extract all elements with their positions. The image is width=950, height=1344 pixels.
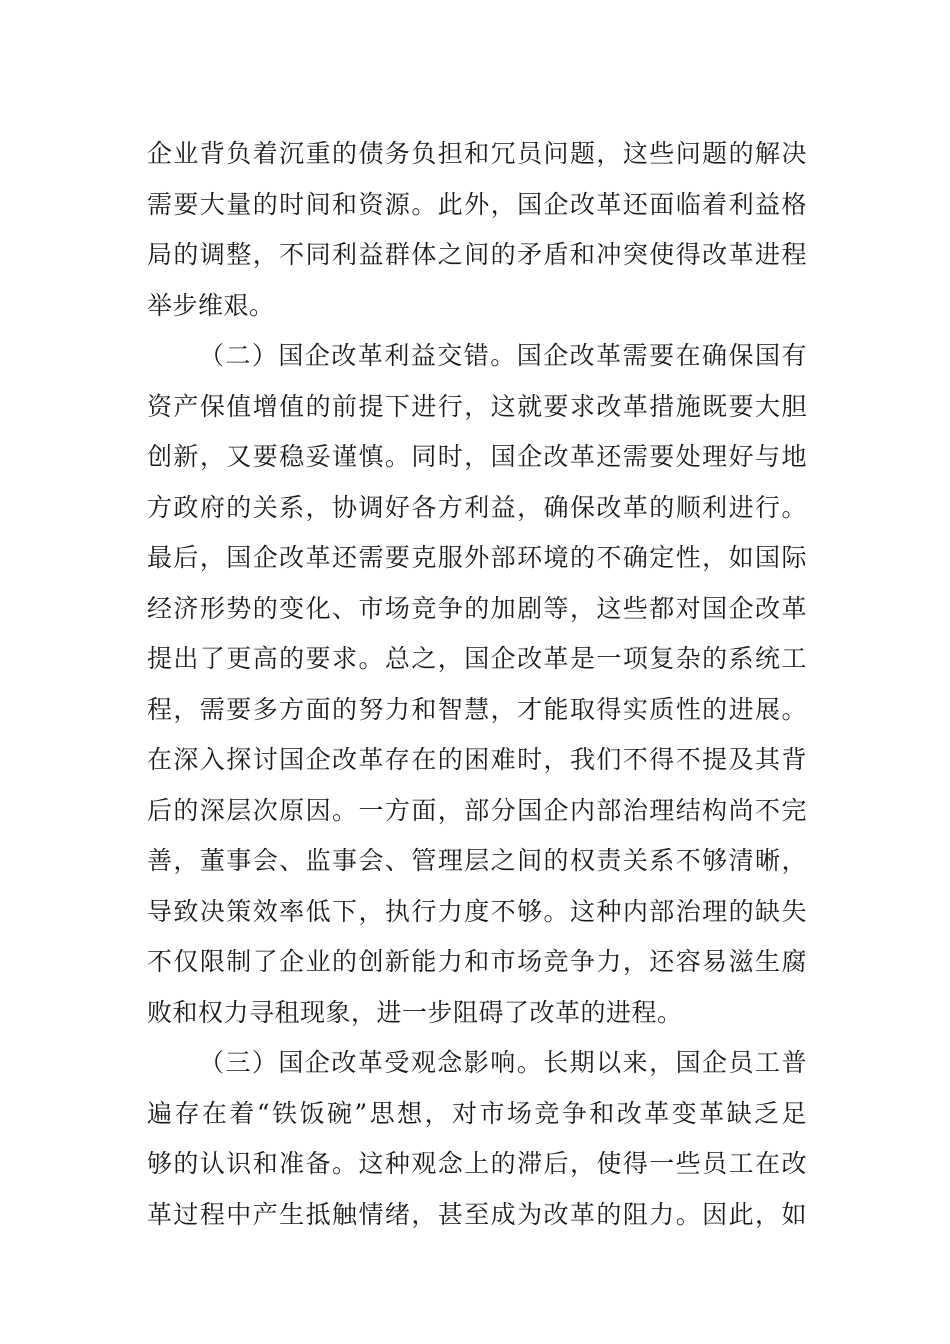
section-heading-line: （二）国企改革利益交错。国企改革需要在确保国有 [199,341,807,370]
text-line: 举步维艰。 [147,290,275,320]
text-line: 企业背负着沉重的债务负担和冗员问题，这些问题的解决 [147,139,807,168]
body-text [147,129,807,1240]
text-line: 需要大量的时间和资源。此外，国企改革还面临着利益格 [147,189,807,219]
text-line: 革过程中产生抵触情绪，甚至成为改革的阻力。因此，如 [147,1199,807,1229]
text-line: 够的认识和准备。这种观念上的滞后，使得一些员工在改 [147,1149,807,1178]
text-line: 资产保值增值的前提下进行，这就要求改革措施既要大胆 [147,391,807,421]
text-line: 在深入探讨国企改革存在的困难时，我们不得不提及其背 [147,745,807,774]
text-line: 最后，国企改革还需要克服外部环境的不确定性，如国际 [147,543,807,572]
text-line: 程，需要多方面的努力和智慧，才能取得实质性的进展。 [147,694,807,724]
text-line: 遍存在着“铁饭碗”思想，对市场竞争和改革变革缺乏足 [147,1098,807,1128]
text-line: 善，董事会、监事会、管理层之间的权责关系不够清晰， [147,846,807,875]
text-line: 败和权力寻租现象，进一步阻碍了改革的进程。 [147,997,683,1027]
text-line: 局的调整，不同利益群体之间的矛盾和冲突使得改革进程 [147,240,807,269]
text-line: 后的深层次原因。一方面，部分国企内部治理结构尚不完 [147,795,807,825]
text-line: 创新，又要稳妥谨慎。同时，国企改革还需要处理好与地 [147,442,807,471]
text-line: 方政府的关系，协调好各方利益，确保改革的顺利进行。 [147,492,807,522]
text-line: 提出了更高的要求。总之，国企改革是一项复杂的系统工 [147,644,807,673]
section-heading-line: （三）国企改革受观念影响。长期以来，国企员工普 [199,1048,807,1077]
text-line: 不仅限制了企业的创新能力和市场竞争力，还容易滋生腐 [147,947,807,976]
text-line: 经济形势的变化、市场竞争的加剧等，这些都对国企改革 [147,593,807,623]
text-line: 导致决策效率低下，执行力度不够。这种内部治理的缺失 [147,896,807,926]
